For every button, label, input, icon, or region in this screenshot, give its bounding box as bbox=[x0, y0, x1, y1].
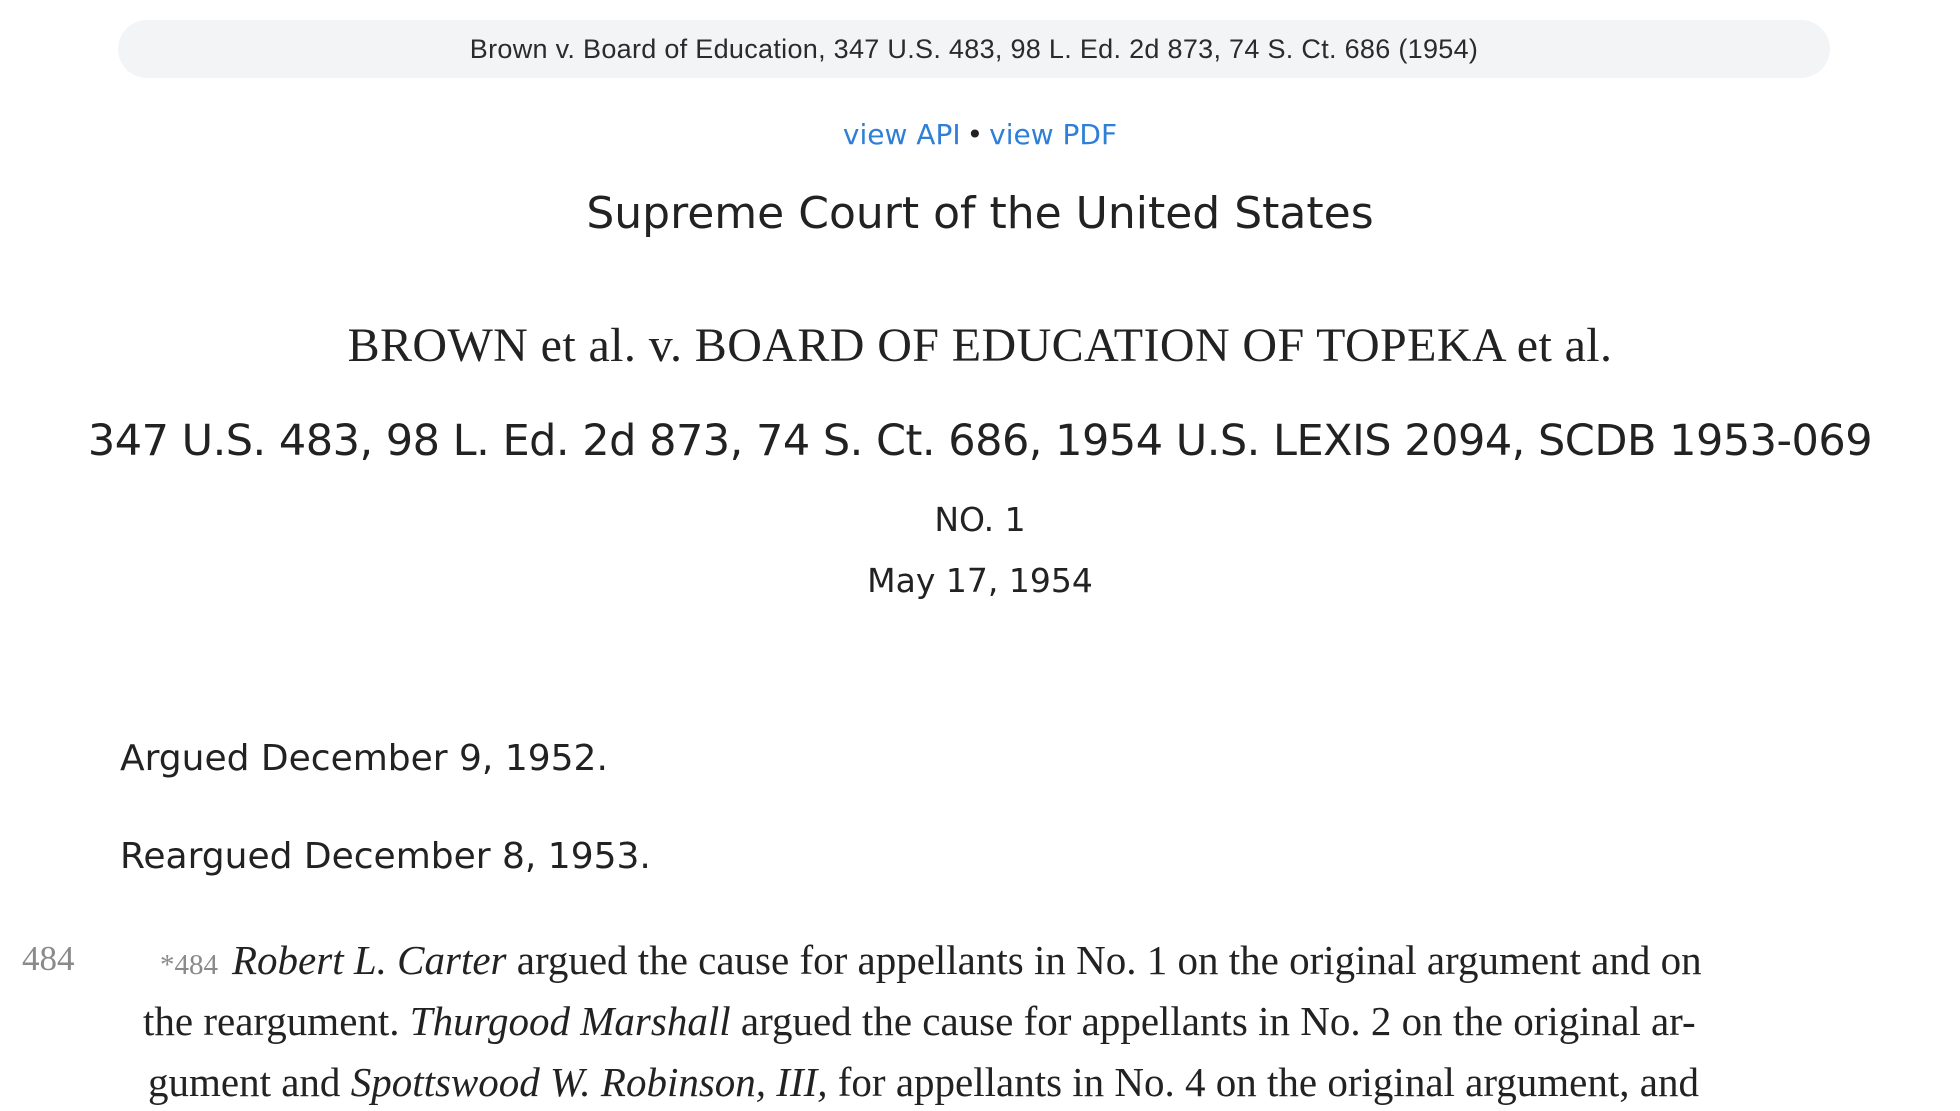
citation-text: Brown v. Board of Education, 347 U.S. 483, 98 L. Ed. 2d 873, 74 S. Ct. 686 (1954) bbox=[469, 33, 1479, 64]
opinion-text: gument and bbox=[148, 1059, 351, 1105]
attorney-name: Spottswood W. Robinson, III, bbox=[350, 1059, 828, 1105]
decision-date: May 17, 1954 bbox=[867, 561, 1093, 600]
document-links bbox=[0, 118, 1960, 151]
view-api-link[interactable]: view API bbox=[842, 118, 961, 151]
view-pdf-link[interactable]: view PDF bbox=[989, 118, 1118, 151]
opinion-text: the reargument. bbox=[143, 998, 410, 1044]
opinion-text-line bbox=[148, 1058, 1699, 1106]
reargued-date: Reargued December 8, 1953. bbox=[120, 836, 651, 877]
opinion-text: argued the cause for appellants in No. 2 on the original ar- bbox=[730, 998, 1696, 1044]
attorney-name: Thurgood Marshall bbox=[409, 998, 731, 1044]
docket-number: NO. 1 bbox=[934, 500, 1026, 539]
link-separator: • bbox=[966, 118, 984, 151]
opinion-text: for appellants in No. 4 on the original argument, and bbox=[827, 1059, 1699, 1105]
argued-date: Argued December 9, 1952. bbox=[120, 738, 608, 779]
case-name: BROWN et al. v. BOARD OF EDUCATION OF TOPEKA et al. bbox=[347, 319, 1613, 372]
margin-page-number: 484 bbox=[22, 939, 75, 978]
court-name: Supreme Court of the United States bbox=[586, 188, 1374, 239]
opinion-text-line bbox=[160, 936, 1702, 984]
opinion-text-line bbox=[143, 997, 1696, 1045]
attorney-name: Robert L. Carter bbox=[232, 937, 507, 983]
star-page-marker: *484 bbox=[160, 949, 218, 981]
citation-bar bbox=[118, 20, 1830, 78]
opinion-text: argued the cause for appellants in No. 1 on the original argument and on bbox=[506, 937, 1702, 983]
parallel-citations: 347 U.S. 483, 98 L. Ed. 2d 873, 74 S. Ct. 686, 1954 U.S. LEXIS 2094, SCDB 1953-069 bbox=[87, 416, 1873, 466]
